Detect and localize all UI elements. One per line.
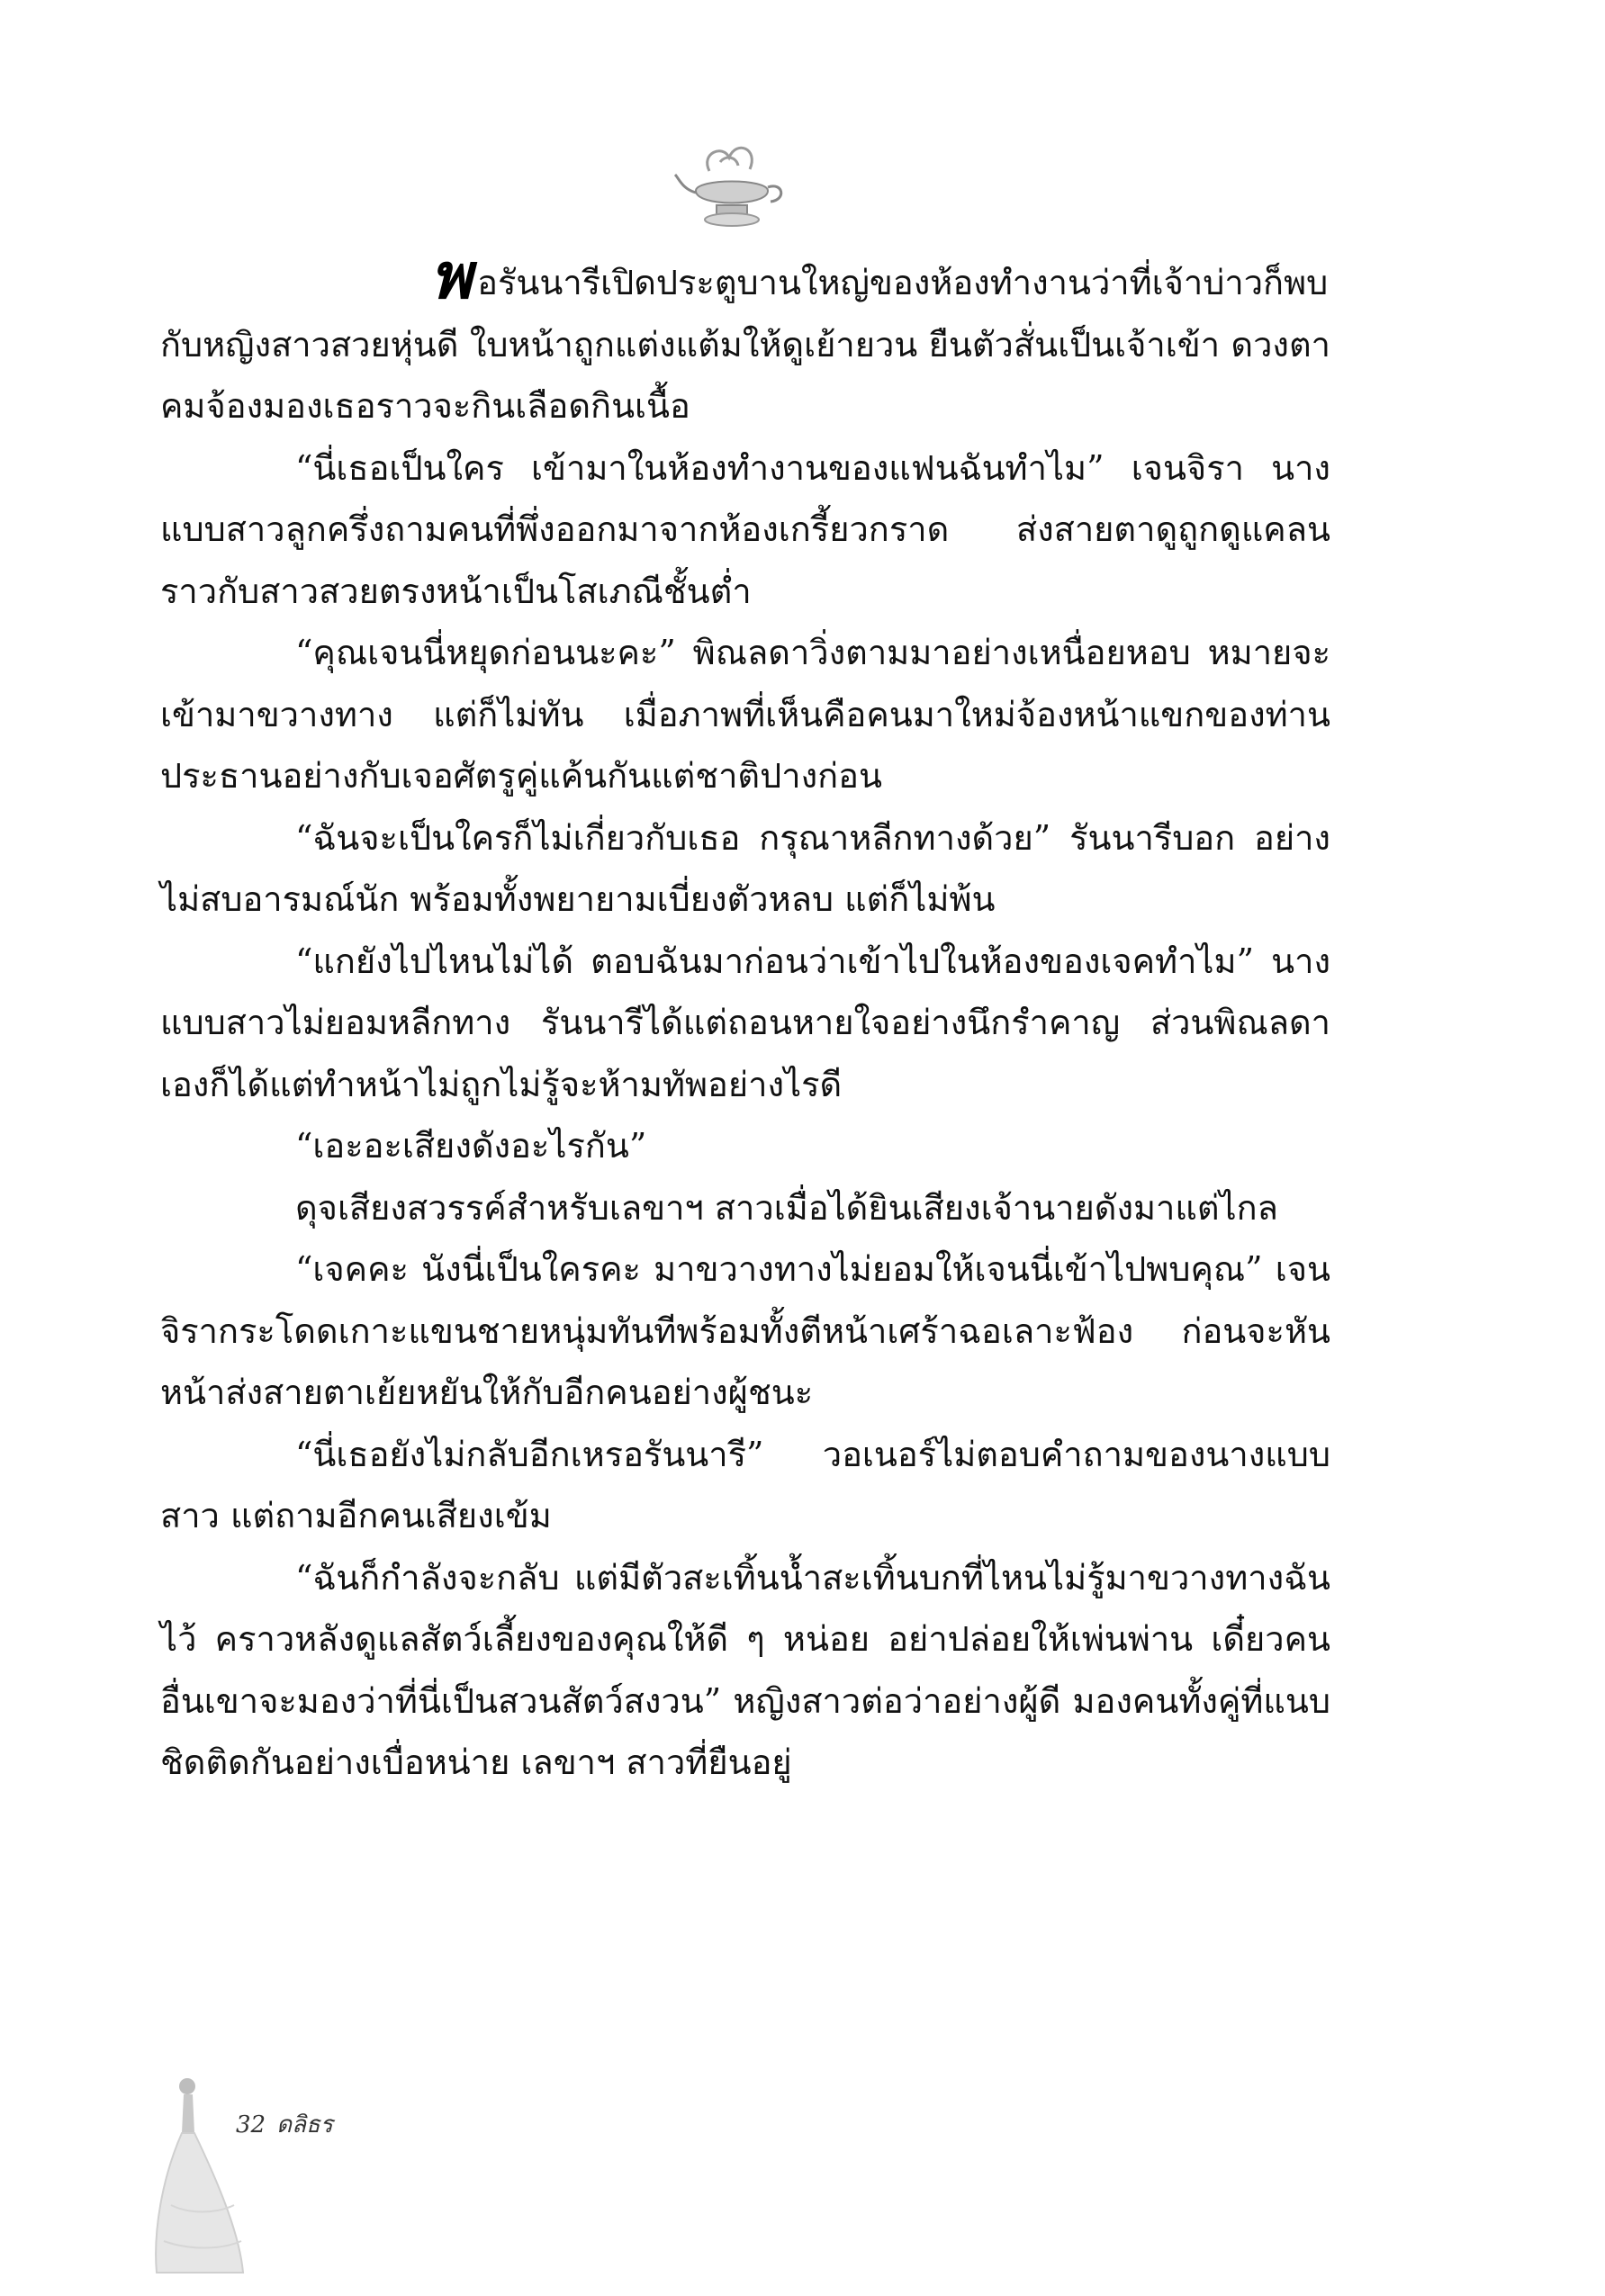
- paragraph-3: “คุณเจนนี่หยุดก่อนนะคะ” พิณลดาวิ่งตามมาอย่างเหนื่อยหอบ หมายจะเข้ามาขวางทาง แต่ก็ไม่ทัน เมื่อภาพที่เห็นคือคนมาใหม่จ้องหน้าแขกของท่านประธานอย่างกับเจอศัตรูคู่แค้นกันแต่ชาติปางก่อน: [160, 633, 1330, 796]
- page-footer: [153, 2070, 423, 2277]
- paragraph-7: ดุจเสียงสวรรค์สำหรับเลขาฯ สาวเมื่อได้ยินเสียงเจ้านายดังมาแต่ไกล: [295, 1187, 1278, 1228]
- paragraph-6: “เอะอะเสียงดังอะไรกัน”: [295, 1126, 647, 1166]
- teapot-ornament-icon: [673, 135, 790, 234]
- paragraph-10: “ฉันก็กำลังจะกลับ แต่มีตัวสะเทิ้นน้ำสะเทิ้นบกที่ไหนไม่รู้มาขวางทางฉันไว้ คราวหลังดูแลสัตว์เลี้ยงของคุณให้ดี ๆ หน่อย อย่าปล่อยให้เพ่นพ่าน เดี๋ยวคนอื่นเขาจะมองว่าที่นี่เป็นสวนสัตว์สงวน” หญิงสาวต่อว่าอย่างผู้ดี มองคนทั้งคู่ที่แนบชิดติดกันอย่างเบื่อหน่าย เลขาฯ สาวที่ยืนอยู่: [160, 1557, 1330, 1782]
- paragraph-5: “แกยังไปไหนไม่ได้ ตอบฉันมาก่อนว่าเข้าไปในห้องของเจคทำไม” นางแบบสาวไม่ยอมหลีกทาง รันนารีได้แต่ถอนหายใจอย่างนึกรำคาญ ส่วนพิณลดาเองก็ได้แต่ทำหน้าไม่ถูกไม่รู้จะห้ามทัพอย่างไรดี: [160, 941, 1330, 1104]
- chapter-body: [160, 239, 1330, 1794]
- drop-cap: พ: [430, 239, 473, 313]
- author-name: ดลิธร: [276, 2111, 333, 2138]
- page-number: 32: [236, 2111, 266, 2138]
- bride-silhouette-icon: [153, 2070, 252, 2277]
- paragraph-8: “เจคคะ นังนี่เป็นใครคะ มาขวางทางไม่ยอมให้เจนนี่เข้าไปพบคุณ” เจนจิรากระโดดเกาะแขนชายหนุ่มทันทีพร้อมทั้งตีหน้าเศร้าฉอเลาะฟ้อง ก่อนจะหันหน้าส่งสายตาเย้ยหยันให้กับอีกคนอย่างผู้ชนะ: [160, 1249, 1330, 1412]
- paragraph-1: พอรันนารีเปิดประตูบานใหญ่ของห้องทำงานว่าที่เจ้าบ่าวก็พบกับหญิงสาวสวยหุ่นดี ใบหน้าถูกแต่งแต้มให้ดูเย้ายวน ยืนตัวสั่นเป็นเจ้าเข้า ดวงตาคมจ้องมองเธอราวจะกินเลือดกินเนื้อ: [160, 239, 1330, 426]
- paragraph-4: “ฉันจะเป็นใครก็ไม่เกี่ยวกับเธอ กรุณาหลีกทางด้วย” รันนารีบอก อย่างไม่สบอารมณ์นัก พร้อมทั้งพยายามเบี่ยงตัวหลบ แต่ก็ไม่พ้น: [160, 817, 1330, 919]
- paragraph-2: “นี่เธอเป็นใคร เข้ามาในห้องทำงานของแฟนฉันทำไม” เจนจิรา นางแบบสาวลูกครึ่งถามคนที่พึ่งออกมาจากห้องเกรี้ยวกราด ส่งสายตาดูถูกดูแคลนราวกับสาวสวยตรงหน้าเป็นโสเภณีชั้นต่ำ: [160, 447, 1330, 611]
- paragraph-9: “นี่เธอยังไม่กลับอีกเหรอรันนารี” วอเนอร์ไม่ตอบคำถามของนางแบบสาว แต่ถามอีกคนเสียงเข้ม: [160, 1434, 1330, 1535]
- folio: [236, 2106, 344, 2143]
